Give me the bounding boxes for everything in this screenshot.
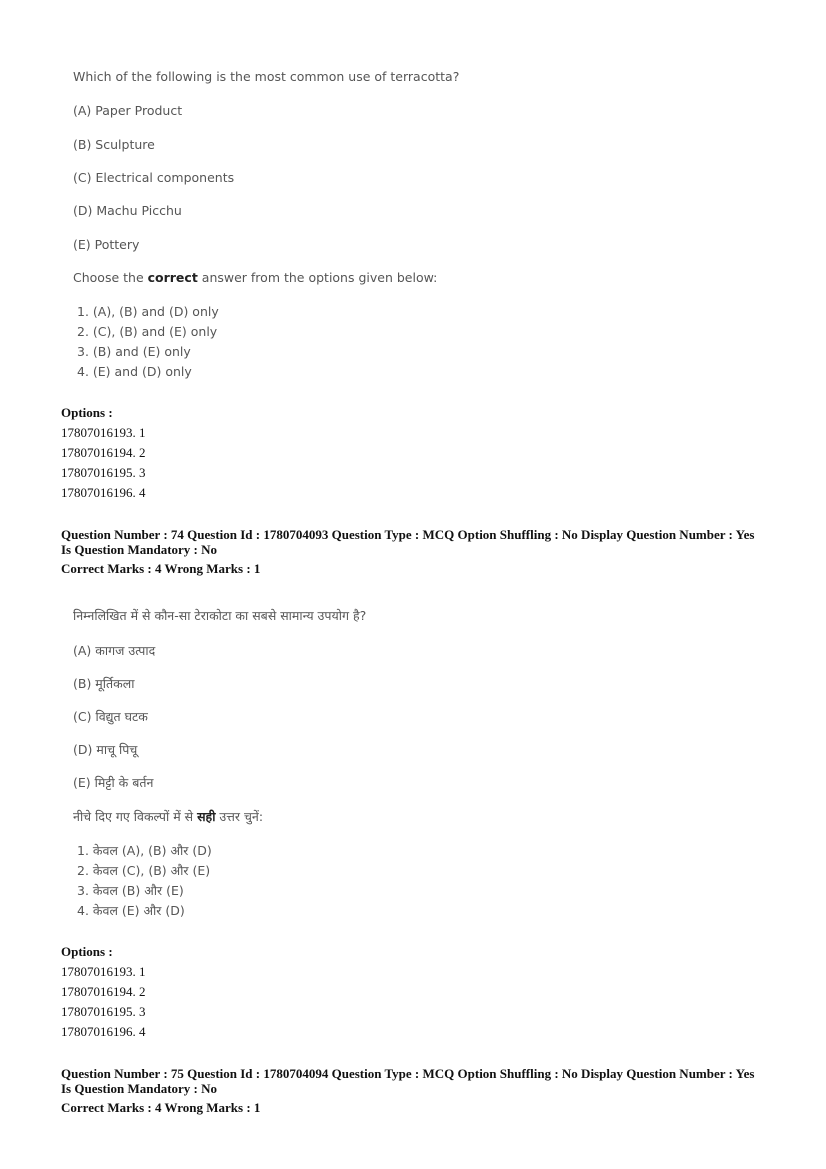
option-id-2: 17807016194. 2 bbox=[61, 445, 146, 460]
option-id-4: 17807016196. 4 bbox=[61, 485, 146, 500]
answer-2-hindi: 2. केवल (C), (B) और (E) bbox=[77, 863, 211, 878]
item-e-hindi: (E) मिट्टी के बर्तन bbox=[73, 775, 154, 790]
option-id-3-b: 17807016195. 3 bbox=[61, 1004, 146, 1019]
question-text-hindi: निम्नलिखित में से कौन-सा टेराकोटा का सबसे सामान्य उपयोग है? bbox=[73, 608, 367, 623]
question-text: Which of the following is the most common use of terracotta? bbox=[73, 69, 460, 84]
answer-3-hindi: 3. केवल (B) और (E) bbox=[77, 883, 184, 898]
choose-instruction: Choose the correct answer from the options given below: bbox=[73, 270, 438, 285]
option-id-3: 17807016195. 3 bbox=[61, 465, 146, 480]
item-a: (A) Paper Product bbox=[73, 103, 183, 118]
item-a-hindi: (A) कागज उत्पाद bbox=[73, 643, 156, 658]
question-mandatory-2: Is Question Mandatory : No bbox=[61, 1081, 218, 1096]
option-id-1: 17807016193. 1 bbox=[61, 425, 146, 440]
item-e: (E) Pottery bbox=[73, 237, 140, 252]
option-id-1-b: 17807016193. 1 bbox=[61, 964, 146, 979]
answer-1: 1. (A), (B) and (D) only bbox=[77, 304, 219, 319]
item-c-hindi: (C) विद्युत घटक bbox=[73, 709, 148, 724]
answer-4-hindi: 4. केवल (E) और (D) bbox=[77, 903, 185, 918]
question-marks-2: Correct Marks : 4 Wrong Marks : 1 bbox=[61, 1100, 261, 1115]
answer-4: 4. (E) and (D) only bbox=[77, 364, 192, 379]
question-meta-line-2: Question Number : 75 Question Id : 1780704094 Question Type : MCQ Option Shuffling : No Display Question Number : Yes bbox=[61, 1066, 755, 1081]
item-c: (C) Electrical components bbox=[73, 170, 235, 185]
option-id-4-b: 17807016196. 4 bbox=[61, 1024, 146, 1039]
option-id-2-b: 17807016194. 2 bbox=[61, 984, 146, 999]
answer-2: 2. (C), (B) and (E) only bbox=[77, 324, 218, 339]
choose-instruction-hindi: नीचे दिए गए विकल्पों में से सही उत्तर चुनें: bbox=[73, 809, 264, 824]
question-marks: Correct Marks : 4 Wrong Marks : 1 bbox=[61, 561, 261, 576]
question-meta-line: Question Number : 74 Question Id : 1780704093 Question Type : MCQ Option Shuffling : No Display Question Number : Yes bbox=[61, 527, 755, 542]
item-b-hindi: (B) मूर्तिकला bbox=[73, 676, 135, 691]
options-label: Options : bbox=[61, 405, 113, 420]
item-d: (D) Machu Picchu bbox=[73, 203, 182, 218]
item-b: (B) Sculpture bbox=[73, 137, 155, 152]
answer-1-hindi: 1. केवल (A), (B) और (D) bbox=[77, 843, 212, 858]
item-d-hindi: (D) माचू पिचू bbox=[73, 742, 138, 757]
question-mandatory: Is Question Mandatory : No bbox=[61, 542, 218, 557]
options-label-2: Options : bbox=[61, 944, 113, 959]
answer-3: 3. (B) and (E) only bbox=[77, 344, 191, 359]
